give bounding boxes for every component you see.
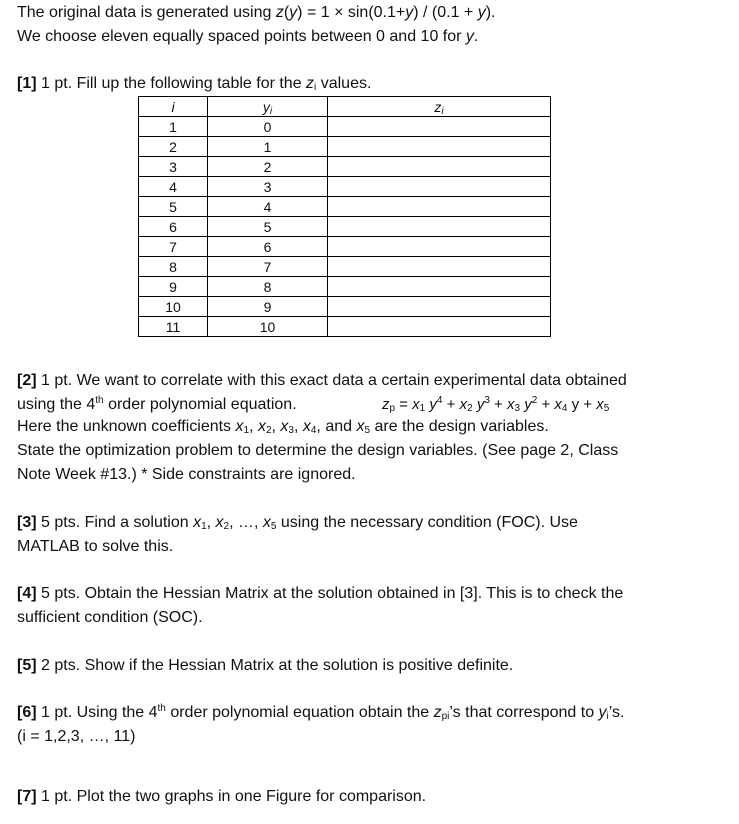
table-row: [139, 157, 551, 177]
cell-y: 1: [208, 137, 328, 157]
subscript: 1: [243, 425, 250, 436]
question-6-line-2: [17, 727, 135, 747]
question-tag: [2]: [17, 372, 37, 389]
var-z: z: [382, 396, 390, 413]
question-tag: [7]: [17, 788, 37, 805]
question-text: , …,: [229, 514, 263, 531]
data-table: [138, 96, 551, 337]
cell-y: 2: [208, 157, 328, 177]
cell-y: 5: [208, 217, 328, 237]
question-3-line-1: [17, 513, 578, 533]
question-2-line-2: [17, 395, 297, 415]
subscript: 4: [310, 425, 317, 436]
question-text: 1 pt. Fill up the following table for the: [36, 75, 307, 92]
var-y: y: [405, 4, 414, 21]
var-z: z: [275, 4, 284, 21]
question-text: ’s.: [608, 704, 625, 721]
question-4-line-1: [17, 584, 623, 604]
question-text: Note Week #13.) * Side constraints are ignored.: [17, 466, 356, 483]
plus-sign: +: [442, 396, 460, 413]
plus-sign: +: [579, 396, 597, 413]
table-row: [139, 257, 551, 277]
question-text: using the 4: [17, 396, 96, 413]
subscript: 5: [270, 521, 277, 532]
intro-text: (: [283, 4, 290, 21]
var-y: y: [429, 396, 437, 413]
question-6-line-1: [17, 703, 624, 723]
cell-z[interactable]: [328, 217, 551, 237]
var-x: x: [215, 514, 224, 531]
var-x: x: [459, 396, 468, 413]
subscript: 1: [419, 403, 426, 414]
cell-z[interactable]: [328, 177, 551, 197]
cell-y: 0: [208, 117, 328, 137]
var-x: x: [280, 418, 289, 435]
cell-z[interactable]: [328, 257, 551, 277]
cell-y: 9: [208, 297, 328, 317]
question-text: order polynomial equation.: [103, 396, 297, 413]
subscript: i: [441, 105, 444, 117]
superscript: 4: [436, 395, 443, 406]
cell-y: 3: [208, 177, 328, 197]
cell-y: 8: [208, 277, 328, 297]
comma: ,: [293, 418, 303, 435]
intro-text: ).: [485, 4, 496, 21]
question-text: sufficient condition (SOC).: [17, 609, 203, 626]
var-y: y: [289, 4, 298, 21]
var-x: x: [193, 514, 202, 531]
question-7: [17, 787, 426, 807]
var-x: x: [262, 514, 271, 531]
table-row: [139, 237, 551, 257]
question-4-line-2: [17, 608, 203, 628]
intro-line-2: [17, 27, 478, 47]
table-row: [139, 297, 551, 317]
cell-i: 3: [139, 157, 208, 177]
question-tag: [4]: [17, 585, 37, 602]
subscript: 5: [364, 425, 371, 436]
header-i: i: [139, 97, 208, 117]
cell-i: 8: [139, 257, 208, 277]
subscript: 3: [288, 425, 294, 436]
table-header-row: [139, 97, 551, 117]
intro-line-1: [17, 3, 495, 23]
plus-sign: +: [489, 396, 507, 413]
cell-y: 10: [208, 317, 328, 337]
cell-y: 7: [208, 257, 328, 277]
question-text: MATLAB to solve this.: [17, 538, 174, 555]
cell-z[interactable]: [328, 297, 551, 317]
subscript: p: [389, 403, 396, 414]
cell-i: 4: [139, 177, 208, 197]
cell-i: 7: [139, 237, 208, 257]
question-text: values.: [316, 75, 372, 92]
subscript: 3: [514, 403, 521, 414]
cell-i: 5: [139, 197, 208, 217]
question-2-line-5: [17, 465, 356, 485]
superscript: th: [157, 703, 166, 714]
polynomial-equation: [382, 395, 609, 415]
cell-i: 6: [139, 217, 208, 237]
comma: ,: [206, 514, 216, 531]
var-x: x: [356, 418, 365, 435]
question-2-line-4: [17, 441, 618, 461]
subscript: i: [269, 105, 273, 117]
question-text: 5 pts. Find a solution: [36, 514, 194, 531]
table-row: [139, 137, 551, 157]
question-text: Here the unknown coefficients: [17, 418, 236, 435]
var-x: x: [554, 396, 562, 413]
superscript: th: [95, 395, 104, 406]
var-y: y: [571, 396, 580, 413]
table-row: [139, 317, 551, 337]
subscript: 4: [561, 403, 568, 414]
table-row: [139, 117, 551, 137]
intro-text: ) / (0.1 +: [413, 4, 478, 21]
question-text: are the design variables.: [370, 418, 549, 435]
subscript: 2: [223, 521, 230, 532]
var-z: z: [433, 704, 442, 721]
table-row: [139, 217, 551, 237]
question-tag: [6]: [17, 704, 37, 721]
var-x: x: [257, 418, 266, 435]
var-x: x: [412, 396, 420, 413]
question-tag: [1]: [17, 75, 37, 92]
intro-text: ) = 1 × sin(0.1+: [297, 4, 406, 21]
cell-y: 6: [208, 237, 328, 257]
subscript: 1: [201, 521, 207, 532]
intro-text: The original data is generated using: [17, 4, 276, 21]
question-tag: [5]: [17, 657, 37, 674]
cell-i: 1: [139, 117, 208, 137]
equals-sign: =: [395, 396, 413, 413]
comma: ,: [249, 418, 258, 435]
header-z: [328, 97, 551, 117]
question-text: 2 pts. Show if the Hessian Matrix at the solution is positive definite.: [36, 657, 514, 674]
cell-z[interactable]: [328, 157, 551, 177]
cell-i: 2: [139, 137, 208, 157]
cell-i: 10: [139, 297, 208, 317]
question-1: [17, 74, 371, 94]
superscript: 2: [531, 395, 538, 406]
plus-sign: +: [537, 396, 555, 413]
question-text: 1 pt. Plot the two graphs in one Figure for comparison.: [36, 788, 427, 805]
cell-z[interactable]: [328, 277, 551, 297]
table-row: [139, 277, 551, 297]
header-z-label: z: [434, 98, 442, 115]
cell-z[interactable]: [328, 237, 551, 257]
var-y: y: [477, 4, 486, 21]
cell-z[interactable]: [328, 137, 551, 157]
var-x: x: [596, 396, 604, 413]
header-y-label: y: [262, 98, 270, 115]
question-text: 1 pt. We want to correlate with this exact data a certain experimental data obtained: [36, 372, 627, 389]
question-text: State the optimization problem to determine the design variables. (See page 2, Class: [17, 442, 619, 459]
cell-z[interactable]: [328, 117, 551, 137]
subscript: pi: [441, 711, 450, 722]
question-3-line-2: [17, 537, 173, 557]
var-x: x: [235, 418, 244, 435]
var-x: x: [302, 418, 311, 435]
subscript: 2: [467, 403, 473, 414]
cell-i: 9: [139, 277, 208, 297]
var-x: x: [506, 396, 515, 413]
cell-y: 4: [208, 197, 328, 217]
question-text: (i = 1,2,3, …, 11): [17, 728, 136, 745]
question-text: order polynomial equation obtain the: [165, 704, 434, 721]
question-text: 5 pts. Obtain the Hessian Matrix at the solution obtained in [3]. This is to check the: [36, 585, 624, 602]
question-text: 1 pt. Using the 4: [36, 704, 158, 721]
superscript: 3: [484, 395, 490, 406]
subscript: 5: [603, 403, 610, 414]
subscript: 2: [265, 425, 272, 436]
question-5: [17, 656, 513, 676]
var-z: z: [306, 75, 315, 92]
question-text: , and: [316, 418, 357, 435]
question-2-line-1: [17, 371, 627, 391]
intro-text: We choose eleven equally spaced points between 0 and 10 for: [17, 28, 466, 45]
cell-z[interactable]: [328, 197, 551, 217]
cell-z[interactable]: [328, 317, 551, 337]
question-tag: [3]: [17, 514, 37, 531]
question-text: ’s that correspond to: [449, 704, 599, 721]
header-y: [208, 97, 328, 117]
intro-text: .: [473, 28, 479, 45]
cell-i: 11: [139, 317, 208, 337]
var-y: y: [476, 396, 485, 413]
table-row: [139, 197, 551, 217]
question-2-line-3: [17, 417, 549, 437]
var-y: y: [524, 396, 532, 413]
subscript: i: [314, 82, 317, 93]
question-text: using the necessary condition (FOC). Use: [276, 514, 578, 531]
var-y: y: [465, 28, 474, 45]
subscript: i: [606, 711, 609, 722]
table-row: [139, 177, 551, 197]
comma: ,: [271, 418, 281, 435]
var-y: y: [598, 704, 607, 721]
